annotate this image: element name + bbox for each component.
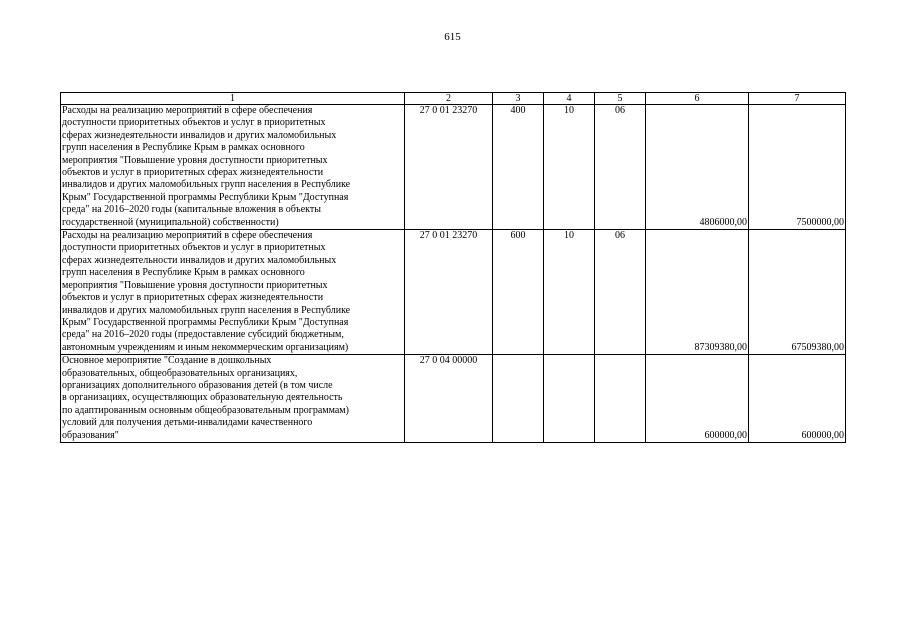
budget-table bbox=[60, 92, 846, 443]
column-header: 2 bbox=[405, 93, 493, 105]
table-header-row bbox=[61, 93, 846, 105]
row-description: Основное мероприятие "Создание в дошкольных образовательных, общеобразовательных организациях, организациях дополнительного образования детей (в том числе в организациях, осуществляющих образовательную деятельность по адаптированным основным общеобразовательным программам) условий для получения детьми-инвалидами качественного образования" bbox=[61, 355, 405, 443]
table-row bbox=[61, 105, 846, 230]
section-code: 10 bbox=[544, 230, 595, 355]
amount-year1: 600000,00 bbox=[646, 355, 749, 443]
table-row bbox=[61, 230, 846, 355]
subsection-code bbox=[595, 355, 646, 443]
column-header: 6 bbox=[646, 93, 749, 105]
amount-year1: 87309380,00 bbox=[646, 230, 749, 355]
row-description: Расходы на реализацию мероприятий в сфере обеспечения доступности приоритетных объектов и услуг в приоритетных сферах жизнедеятельности инвалидов и других маломобильных групп населения в Республике Крым в рамках основного мероприятия "Повышение уровня доступности приоритетных объектов и услуг в приоритетных сферах жизнедеятельности инвалидов и других маломобильных групп населения в Республике Крым" Государственной программы Республики Крым "Доступная среда" на 2016–2020 годы (предоставление субсидий бюджетным, автономным учреждениям и иным некоммерческим организациям) bbox=[61, 230, 405, 355]
page-number: 615 bbox=[444, 31, 461, 43]
amount-year2: 7500000,00 bbox=[749, 105, 846, 230]
target-article-code: 27 0 04 00000 bbox=[405, 355, 493, 443]
amount-year2: 67509380,00 bbox=[749, 230, 846, 355]
target-article-code: 27 0 01 23270 bbox=[405, 105, 493, 230]
subsection-code: 06 bbox=[595, 230, 646, 355]
subsection-code: 06 bbox=[595, 105, 646, 230]
column-header: 7 bbox=[749, 93, 846, 105]
column-header: 5 bbox=[595, 93, 646, 105]
table-row bbox=[61, 355, 846, 443]
expense-type-code bbox=[493, 355, 544, 443]
section-code bbox=[544, 355, 595, 443]
amount-year2: 600000,00 bbox=[749, 355, 846, 443]
section-code: 10 bbox=[544, 105, 595, 230]
column-header: 1 bbox=[61, 93, 405, 105]
expense-type-code: 400 bbox=[493, 105, 544, 230]
expense-type-code: 600 bbox=[493, 230, 544, 355]
target-article-code: 27 0 01 23270 bbox=[405, 230, 493, 355]
column-header: 4 bbox=[544, 93, 595, 105]
row-description: Расходы на реализацию мероприятий в сфере обеспечения доступности приоритетных объектов и услуг в приоритетных сферах жизнедеятельности инвалидов и других маломобильных групп населения в Республике Крым в рамках основного мероприятия "Повышение уровня доступности приоритетных объектов и услуг в приоритетных сферах жизнедеятельности инвалидов и других маломобильных групп населения в Республике Крым" Государственной программы Республики Крым "Доступная среда" на 2016–2020 годы (капитальные вложения в объекты государственной (муниципальной) собственности) bbox=[61, 105, 405, 230]
amount-year1: 4806000,00 bbox=[646, 105, 749, 230]
column-header: 3 bbox=[493, 93, 544, 105]
